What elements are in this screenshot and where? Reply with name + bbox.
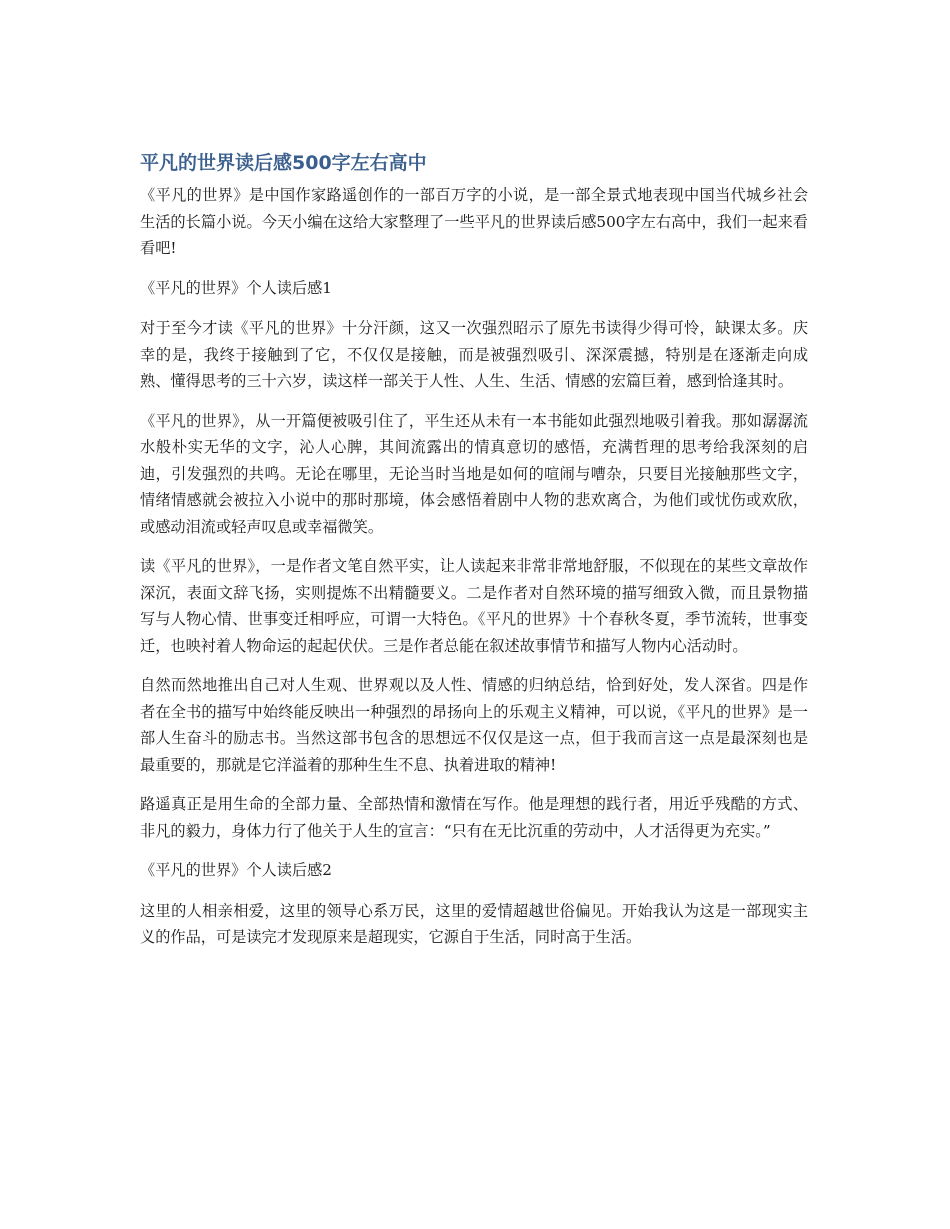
body-paragraph: 这里的人相亲相爱，这里的领导心系万民，这里的爱情超越世俗偏见。开始我认为这是一部现实主义的作品，可是读完才发现原来是超现实，它源自于生活，同时高于生活。 (140, 901, 808, 946)
body-paragraph: 《平凡的世界》，从一开篇便被吸引住了，平生还从未有一本书能如此强烈地吸引着我。那如潺潺流水般朴实无华的文字，沁人心脾，其间流露出的情真意切的感悟，充满哲理的思考给我深刻的启迪，引发强烈的共鸣。无论在哪里，无论当时当地是如何的喧闹与嘈杂，只要目光接触那些文字，情绪情感就会被拉入小说中的那时那境，体会感悟着剧中人物的悲欢离合，为他们或忧伤或欢欣，或感动泪流或轻声叹息或幸福微笑。 (140, 411, 808, 536)
body-paragraph: 读《平凡的世界》，一是作者文笔自然平实，让人读起来非常非常地舒服，不似现在的某些文章故作深沉，表面文辞飞扬，实则提炼不出精髓要义。二是作者对自然环境的描写细致入微，而且景物描写与人物心情、世事变迁相呼应，可谓一大特色。《平凡的世界》十个春秋冬夏，季节流转，世事变迁，也映衬着人物命运的起起伏伏。三是作者总能在叙述故事情节和描写人物内心活动时。 (140, 557, 808, 655)
section-heading-1: 《平凡的世界》个人读后感1 (140, 278, 332, 297)
body-paragraph: 路遥真正是用生命的全部力量、全部热情和激情在写作。他是理想的践行者，用近乎残酷的方式、非凡的毅力，身体力行了他关于人生的宣言：“只有在无比沉重的劳动中，人才活得更为充实。” (140, 795, 808, 840)
body-paragraph: 自然而然地推出自己对人生观、世界观以及人性、情感的归纳总结，恰到好处，发人深省。四是作者在全书的描写中始终能反映出一种强烈的昂扬向上的乐观主义精神，可以说，《平凡的世界》是一部人生奋斗的励志书。当然这部书包含的思想远不仅仅是这一点，但于我而言这一点是最深刻也是最重要的，那就是它洋溢着的那种生生不息、执着进取的精神! (140, 676, 808, 774)
intro-paragraph: 《平凡的世界》是中国作家路遥创作的一部百万字的小说，是一部全景式地表现中国当代城乡社会生活的长篇小说。今天小编在这给大家整理了一些平凡的世界读后感500字左右高中，我们一起来看看吧! (140, 186, 808, 257)
document-page (140, 148, 808, 964)
section-heading-2: 《平凡的世界》个人读后感2 (140, 861, 332, 879)
body-paragraph: 对于至今才读《平凡的世界》十分汗颜，这又一次强烈昭示了原先书读得少得可怜，缺课太多。庆幸的是，我终于接触到了它，不仅仅是接触，而是被强烈吸引、深深震撼，特别是在逐渐走向成熟、懂得思考的三十六岁，读这样一部关于人性、人生、生活、情感的宏篇巨着，感到恰逢其时。 (140, 319, 808, 390)
document-title: 平凡的世界读后感500字左右高中 (140, 152, 427, 174)
